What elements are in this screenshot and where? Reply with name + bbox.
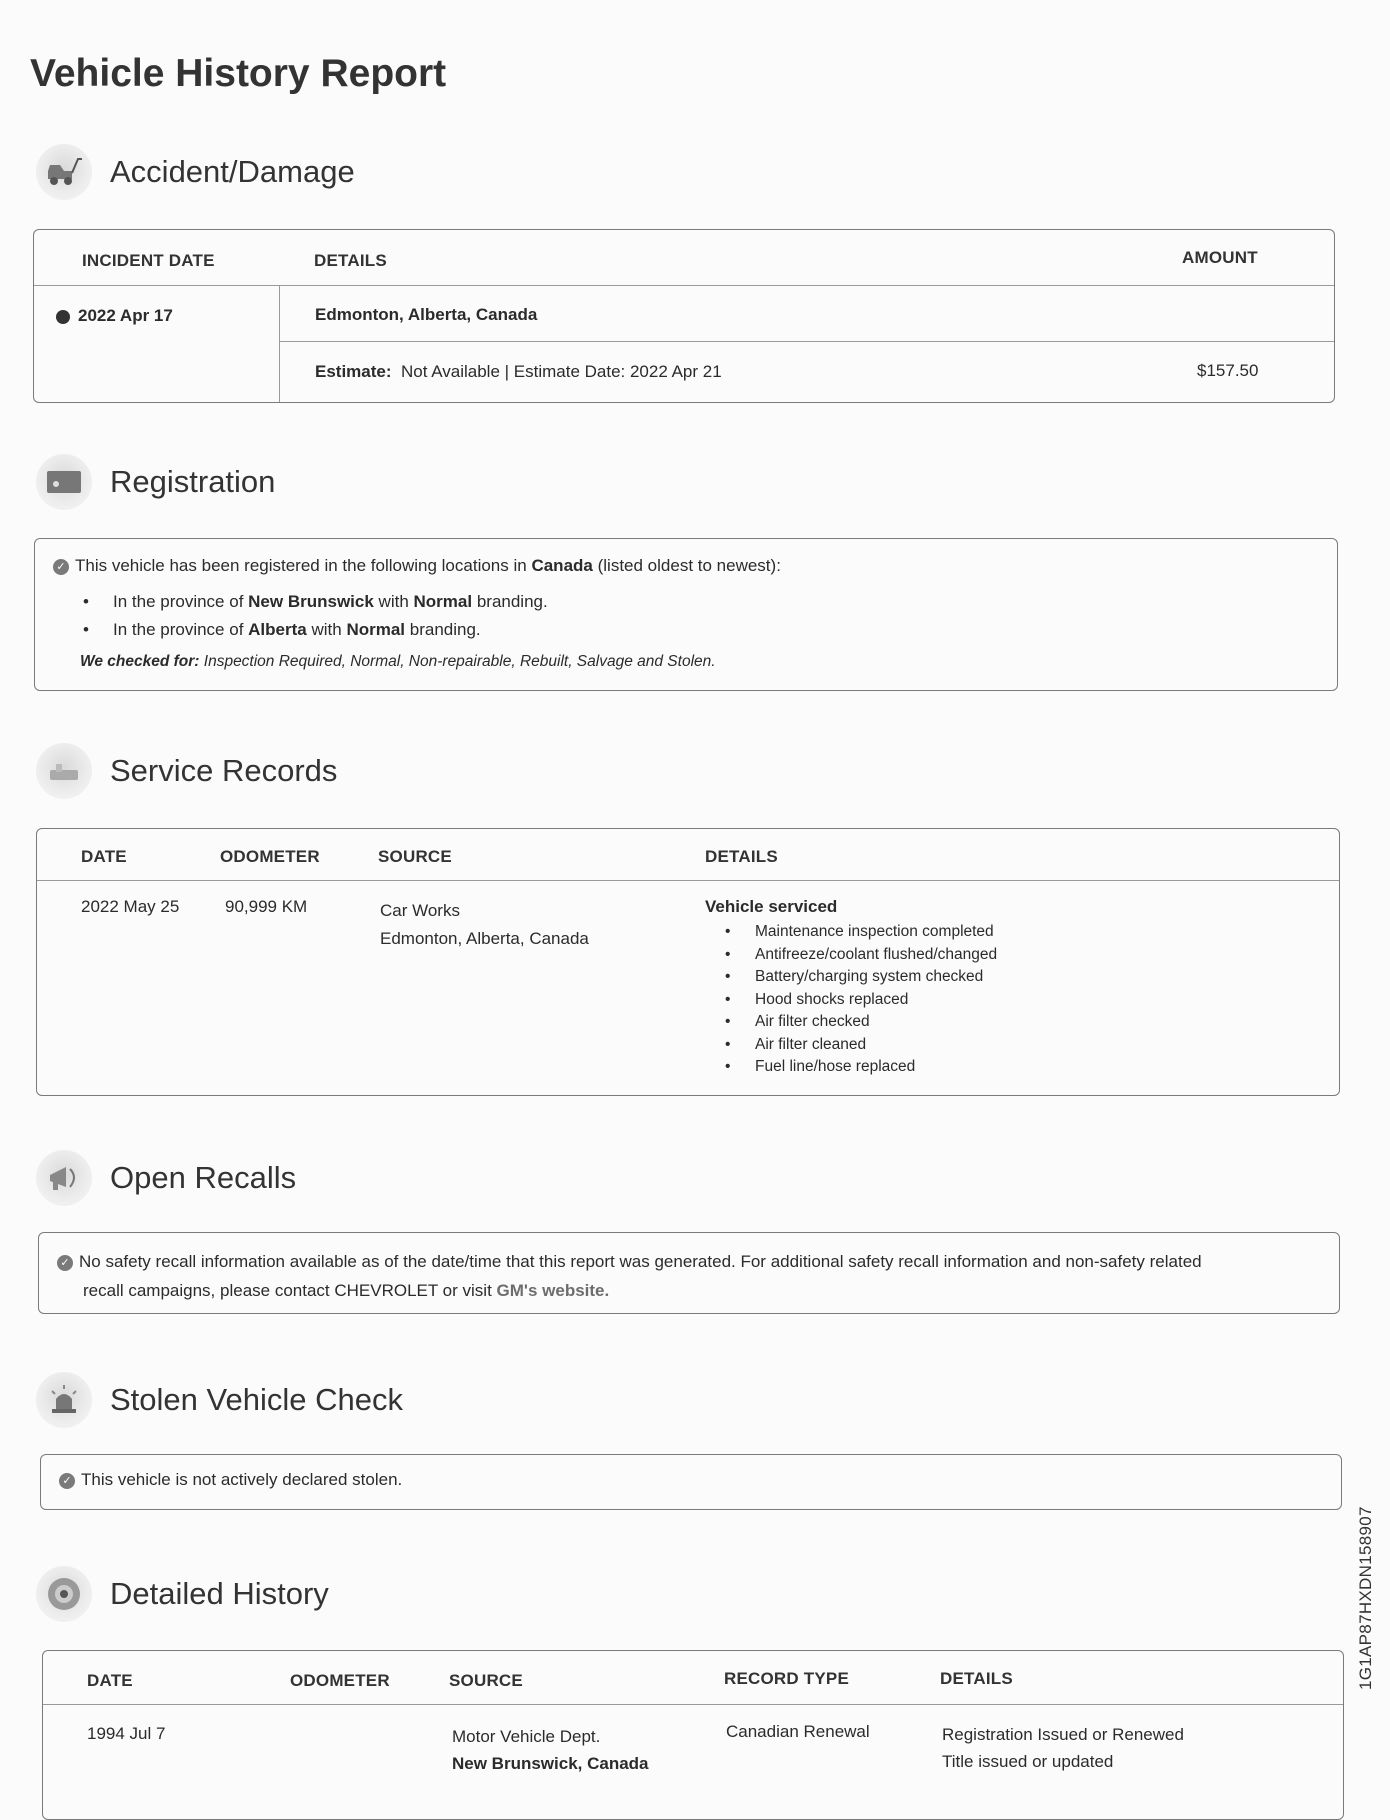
megaphone-icon — [36, 1150, 92, 1206]
registration-section-header — [36, 454, 275, 510]
service-table — [36, 828, 1340, 1096]
service-header-source: SOURCE — [378, 847, 452, 866]
alert-icon — [56, 310, 70, 324]
history-table — [42, 1650, 1344, 1820]
page-title: Vehicle History Report — [30, 52, 447, 95]
list-item: • Antifreeze/coolant flushed/changed — [707, 944, 997, 967]
history-header-source: SOURCE — [449, 1671, 523, 1690]
accident-section-header — [36, 144, 355, 200]
list-item: • Battery/charging system checked — [707, 966, 997, 989]
service-header-details: DETAILS — [705, 847, 778, 866]
history-row-details: Registration Issued or Renewed Title issued or updated — [942, 1725, 1184, 1771]
history-header-odometer: ODOMETER — [290, 1671, 390, 1690]
registration-title: Registration — [110, 464, 276, 499]
list-item: • Air filter checked — [707, 1011, 997, 1034]
list-item: • In the province of New Brunswick with Normal branding. — [65, 588, 548, 616]
service-date: 2022 May 25 — [81, 897, 180, 916]
service-odometer: 90,999 KM — [225, 897, 308, 916]
accident-title: Accident/Damage — [110, 154, 355, 189]
stolen-box — [40, 1454, 1342, 1510]
service-header-date: DATE — [81, 847, 127, 866]
list-item: • Hood shocks replaced — [707, 989, 997, 1012]
service-title: Service Records — [110, 753, 338, 788]
recalls-box — [38, 1232, 1340, 1314]
vin-number: 1G1AP87HXDN158907 — [1356, 1506, 1375, 1690]
check-icon: ✓ — [53, 559, 69, 575]
stolen-section-header — [36, 1372, 403, 1428]
accident-date: 2022 Apr 17 — [56, 306, 173, 326]
accident-header-details: DETAILS — [314, 251, 387, 270]
history-section-header — [36, 1566, 329, 1622]
recalls-title: Open Recalls — [110, 1160, 297, 1195]
divider — [34, 285, 1334, 286]
service-header-odometer: ODOMETER — [220, 847, 320, 866]
accident-table — [33, 229, 1335, 403]
recalls-text: ✓ No safety recall information available as of the date/time that this report was generated. For additional safety recall information and non-safety related recall campaigns, please contact CHEVROLET or visit GM's website. — [57, 1247, 1327, 1305]
registration-intro: ✓ This vehicle has been registered in the following locations in Canada (listed oldest to newest): — [53, 556, 781, 576]
accident-amount: $157.50 — [1197, 361, 1259, 380]
accident-estimate: Estimate: Not Available | Estimate Date: 2022 Apr 21 — [315, 362, 722, 381]
service-items-list — [707, 921, 997, 1079]
accident-header-date: INCIDENT DATE — [82, 251, 215, 270]
registration-checked-note: We checked for: Inspection Required, Normal, Non-repairable, Rebuilt, Salvage and Stolen. — [80, 653, 716, 670]
service-source: Car Works Edmonton, Alberta, Canada — [380, 901, 589, 948]
stolen-text: ✓ This vehicle is not actively declared stolen. — [59, 1470, 402, 1490]
registration-list — [65, 588, 548, 644]
registration-box — [34, 538, 1338, 691]
history-row-source: Motor Vehicle Dept. New Brunswick, Canada — [452, 1727, 649, 1773]
history-row-date: 1994 Jul 7 — [87, 1724, 166, 1743]
list-item: • Air filter cleaned — [707, 1034, 997, 1057]
list-item: • Fuel line/hose replaced — [707, 1056, 997, 1079]
service-details-title: Vehicle serviced — [705, 897, 838, 916]
history-header-details: DETAILS — [940, 1669, 1013, 1688]
history-title: Detailed History — [110, 1576, 329, 1611]
check-icon: ✓ — [57, 1255, 73, 1271]
speedometer-icon — [36, 1566, 92, 1622]
accident-location: Edmonton, Alberta, Canada — [315, 305, 538, 324]
divider — [43, 1704, 1343, 1705]
tow-truck-icon — [36, 144, 92, 200]
recalls-section-header — [36, 1150, 296, 1206]
history-header-date: DATE — [87, 1671, 133, 1690]
history-header-record-type: RECORD TYPE — [724, 1669, 849, 1688]
history-row-record-type: Canadian Renewal — [726, 1722, 870, 1741]
siren-icon — [36, 1372, 92, 1428]
divider — [279, 285, 280, 402]
registration-card-icon — [36, 454, 92, 510]
divider — [37, 880, 1339, 881]
service-section-header — [36, 743, 337, 799]
wrench-icon — [36, 743, 92, 799]
divider — [280, 341, 1334, 342]
accident-header-amount: AMOUNT — [1182, 248, 1258, 267]
list-item: • In the province of Alberta with Normal branding. — [65, 616, 548, 644]
check-icon: ✓ — [59, 1473, 75, 1489]
list-item: • Maintenance inspection completed — [707, 921, 997, 944]
gm-website-link[interactable]: GM's website. — [496, 1281, 610, 1300]
stolen-title: Stolen Vehicle Check — [110, 1382, 403, 1417]
